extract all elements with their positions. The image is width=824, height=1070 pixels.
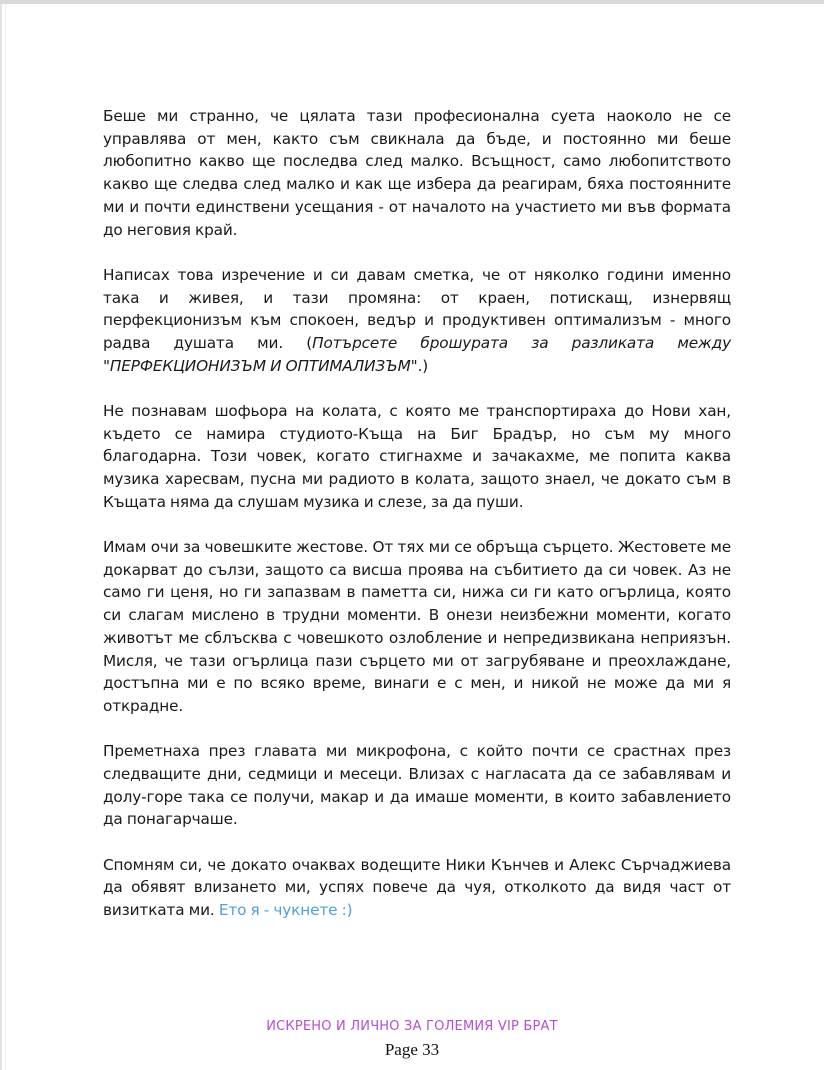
footer-book-title: ИСКРЕНО И ЛИЧНО ЗА ГОЛЕМИЯ VIP БРАТ [266,1019,558,1034]
paragraph-2 [103,264,731,378]
paragraph-3 [103,400,731,514]
paragraph-5 [103,740,731,831]
paragraph-1 [103,105,731,241]
brochure-reference: Потърсете брошурата за разликата между "ПЕРФЕКЦИОНИЗЪМ И ОПТИМАЛИЗЪМ" [103,333,731,375]
paragraph-text: Преметнаха през главата ми микрофона, с който почти се срастнах през следващите дни, седмици и месеци. Влизах с нагласата да се забавлявам и долу-горе така се получи, макар и да имаше моменти, в които забавлението да понагарчаше. [103,742,731,829]
page-number: Page 33 [384,1040,440,1059]
page-body [103,105,731,944]
paragraph-4 [103,536,731,718]
paragraph-text: Написах това изречение и си давам сметка, че от няколко години именно така и живея, и тази промяна: от краен, потискащ, изнервящ перфекционизъм към спокоен, ведър и продуктивен оптимализъм - много радва душата ми. ( [103,265,731,352]
paragraph-text: .) [417,356,429,375]
document-page [0,4,824,1070]
paragraph-text: Беше ми странно, че цялата тази професионална суета наоколо не се управлява от мен, както съм свикнала да бъде, и постоянно ми беше любопитно какво ще последва след малко. Всъщност, само любопитството какво ще следва след малко и как ще избера да реагирам, бяха постоянните ми и почти единствени усещания - от началото на участието ми във формата до неговия край. [103,107,731,239]
paragraph-text: Спомням си, че докато очаквах водещите Ники Кънчев и Алекс Сърчаджиева да обявят влизането ми, успях повече да чуя, отколкото да видя част от визитката ми. [103,855,731,920]
paragraph-6 [103,854,731,922]
paragraph-text: Не познавам шофьора на колата, с която ме транспортираха до Нови хан, където се намира студиото-Къща на Биг Брадър, но съм му много благодарна. Този човек, когато стигнахме и зачакахме, ме попита каква музика харесвам, пусна ми радиото в колата, защото знаел, че докато съм в Къщата няма да слушам музика и слезе, за да пуши. [103,401,731,511]
paragraph-text: Имам очи за човешките жестове. От тях ми се обръща сърцето. Жестовете ме докарват до сълзи, защото са висша проява на събитието да си човек. Аз не само ги ценя, но ги запазвам в паметта си, нижа си ги като огърлица, която си слагам мислено в трудни моменти. В онези неизбежни моменти, когато животът ме сблъсква с човешкото озлобление и непредизвикана неприязън. Мисля, че тази огърлица пази сърцето ми от загрубяване и преохлаждане, достъпна ми е по всяко време, винаги е с мен, и никой не може да ми я открадне. [103,538,731,715]
video-link[interactable]: Ето я - чукнете :) [218,901,353,920]
